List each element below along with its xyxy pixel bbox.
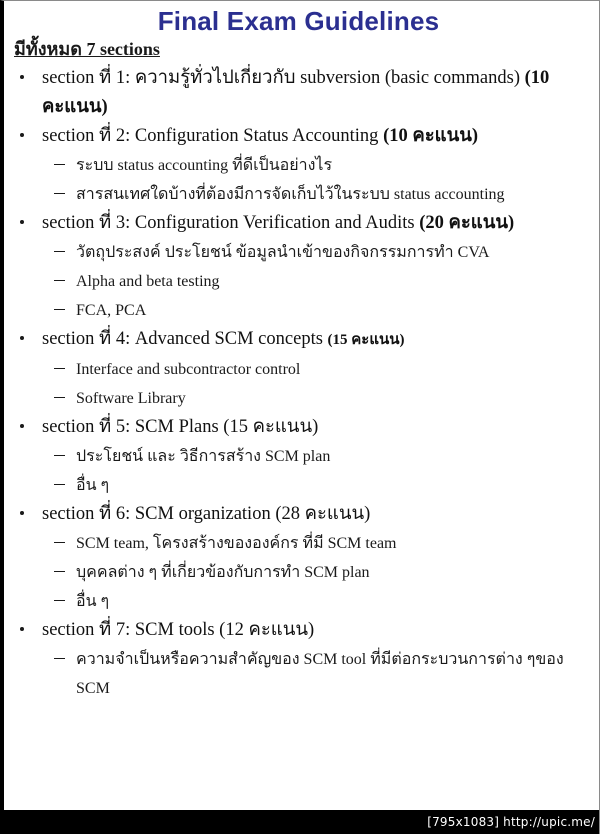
section-subitem-label: ประโยชน์ และ วิธีการสร้าง SCM plan: [76, 448, 331, 465]
section-subitem-label: Interface and subcontractor control: [76, 361, 301, 378]
section-subitem-label: อื่น ๆ: [76, 477, 110, 494]
section-subitem-label: ความจำเป็นหรือความสำคัญของ SCM tool ที่มีต่อกระบวนการต่าง ๆของ SCM: [76, 651, 564, 697]
section-subitem: [4, 645, 599, 703]
bullet-dash-icon: [54, 193, 65, 194]
section-subitem-label: บุคคลต่าง ๆ ที่เกี่ยวข้องกับการทำ SCM plan: [76, 564, 370, 581]
section-bullet: [4, 616, 599, 645]
section-label: section ที่ 2: Configuration Status Accounting: [42, 126, 384, 146]
section-subitem-list: [4, 442, 599, 500]
bullet-dash-icon: [54, 600, 65, 601]
bullet-dash-icon: [54, 484, 65, 485]
section-label: section ที่ 4: Advanced SCM concepts: [42, 329, 328, 349]
slide-content-area: [4, 1, 599, 810]
section-subitem: [4, 529, 599, 558]
section-bullet: [4, 64, 599, 122]
bullet-dash-icon: [54, 542, 65, 543]
section-subitem-label: ระบบ status accounting ที่ดีเป็นอย่างไร: [76, 157, 333, 174]
section-bullet: [4, 500, 599, 529]
section-points-label: (10 คะแนน): [42, 68, 550, 117]
bullet-dot-icon: [20, 424, 24, 428]
section-subitem-list: [4, 355, 599, 413]
bullet-dot-icon: [20, 511, 24, 515]
section-subitem: [4, 267, 599, 296]
bullet-dash-icon: [54, 658, 65, 659]
bullet-dash-icon: [54, 309, 65, 310]
section-label: section ที่ 5: SCM Plans (15 คะแนน): [42, 417, 319, 437]
section-subitem: [4, 355, 599, 384]
section-subitem-label: FCA, PCA: [76, 302, 147, 319]
section-points-label: (20 คะแนน): [419, 213, 515, 233]
section-bullet: [4, 325, 599, 355]
bullet-dot-icon: [20, 133, 24, 137]
section-subitem-label: วัตถุประสงค์ ประโยชน์ ข้อมูลนำเข้าของกิจกรรมการทำ CVA: [76, 244, 490, 261]
bullet-dash-icon: [54, 164, 65, 165]
section-subitem: [4, 558, 599, 587]
footer-dimensions-label: [795x1083]: [427, 815, 500, 829]
footer-source-url[interactable]: http://upic.me/: [503, 815, 595, 829]
section-subitem: [4, 384, 599, 413]
section-bullet: [4, 122, 599, 151]
section-subitem-label: Alpha and beta testing: [76, 273, 220, 290]
section-label: section ที่ 7: SCM tools (12 คะแนน): [42, 620, 315, 640]
page-title: Final Exam Guidelines: [157, 6, 440, 36]
section-subitem: [4, 442, 599, 471]
section-subitem-label: Software Library: [76, 390, 186, 407]
section-subitem: [4, 471, 599, 500]
footer-bar: [4, 810, 599, 834]
section-subitem: [4, 296, 599, 325]
section-subitem: [4, 180, 599, 209]
section-subitem-label: SCM team, โครงสร้างขององค์กร ที่มี SCM team: [76, 535, 397, 552]
section-subitem-list: [4, 151, 599, 209]
section-bullet: [4, 413, 599, 442]
section-bullet: [4, 209, 599, 238]
section-label: section ที่ 3: Configuration Verification and Audits: [42, 213, 420, 233]
section-subitem-label: อื่น ๆ: [76, 593, 110, 610]
bullet-dot-icon: [20, 336, 24, 340]
subheading-row: [4, 36, 599, 64]
section-label: section ที่ 1: ความรู้ทั่วไปเกี่ยวกับ subversion (basic commands): [42, 68, 525, 88]
section-subitem-list: [4, 529, 599, 616]
bullet-dash-icon: [54, 368, 65, 369]
section-label: section ที่ 6: SCM organization (28 คะแนน): [42, 504, 371, 524]
section-subitem-list: [4, 645, 599, 703]
bullet-dash-icon: [54, 397, 65, 398]
section-subitem: [4, 238, 599, 267]
bullet-dash-icon: [54, 455, 65, 456]
bullet-dash-icon: [54, 280, 65, 281]
section-points-label: (10 คะแนน): [383, 126, 479, 146]
section-subitem: [4, 151, 599, 180]
section-list: [4, 64, 599, 703]
bullet-dash-icon: [54, 251, 65, 252]
bullet-dot-icon: [20, 75, 24, 79]
section-count-subheading: มีทั้งหมด 7 sections: [14, 39, 160, 59]
bullet-dash-icon: [54, 571, 65, 572]
bullet-dot-icon: [20, 627, 24, 631]
bullet-dot-icon: [20, 220, 24, 224]
section-subitem-list: [4, 238, 599, 325]
section-subitem-label: สารสนเทศใดบ้างที่ต้องมีการจัดเก็บไว้ในระบบ status accounting: [76, 186, 505, 203]
section-points-label: (15 คะแนน): [327, 332, 405, 348]
section-subitem: [4, 587, 599, 616]
